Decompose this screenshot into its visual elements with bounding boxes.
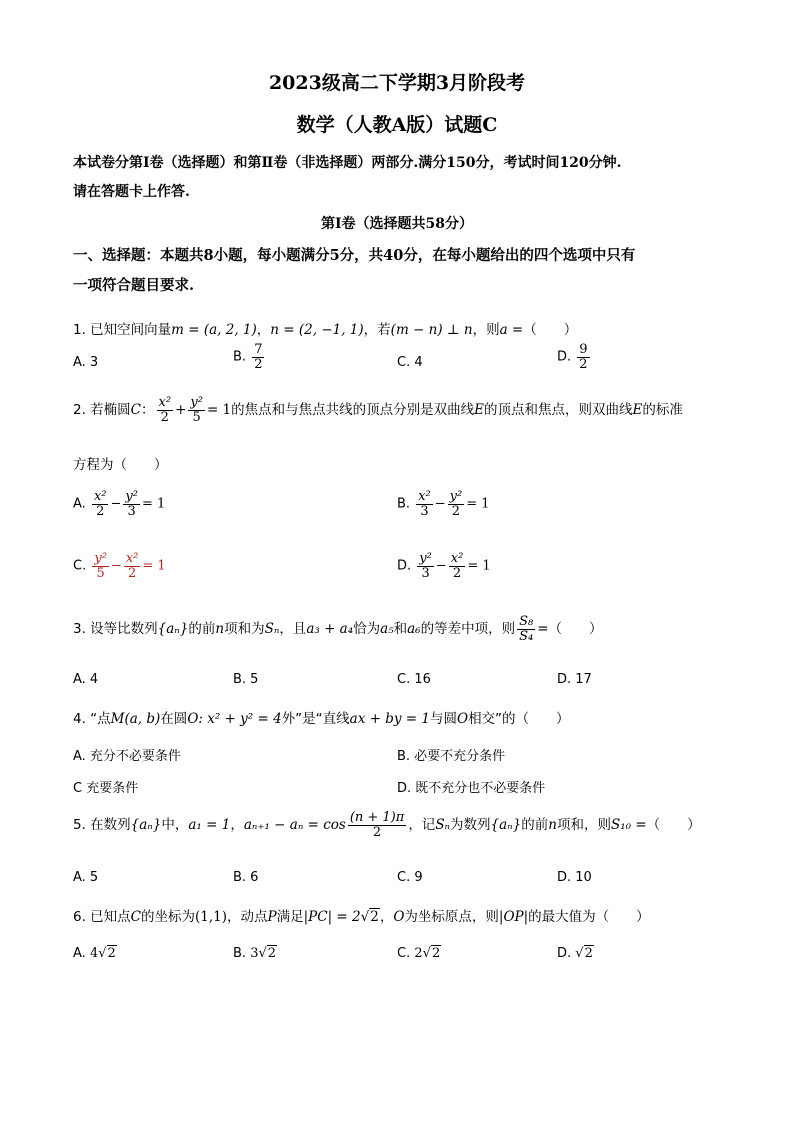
q1-vector-m: m = (a, 2, 1) — [171, 322, 257, 338]
exam-title: 2023级高二下学期3月阶段考 — [268, 72, 526, 94]
q3-option-c: C. 16 — [397, 672, 431, 687]
question-4-stem: 4. “点M(a, b)在圆O: x² + y² = 4外”是“直线ax + by = 1与圆O相交”的（ ） — [73, 711, 570, 727]
instructions-line-1: 本试卷分第Ⅰ卷（选择题）和第Ⅱ卷（非选择题）两部分.满分150分，考试时间120分钟. — [73, 155, 622, 171]
question-6-stem: 6. 已知点C的坐标为(1,1)，动点P满足|PC| = 2√2，O为坐标原点，则|OP|的最大值为（ ） — [73, 909, 650, 925]
q6-option-d: D. √2 — [557, 946, 593, 961]
q2-option-c: C. $\frac{\text{y²}}{5}$ − $\frac{\text{x²}}{2}$ = 1 — [73, 551, 166, 581]
q1-condition: (m − n) ⊥ n — [390, 322, 473, 338]
q3-option-a: A. 4 — [73, 672, 99, 687]
q5-option-b: B. 6 — [233, 870, 259, 885]
q5-option-d: D. 10 — [557, 870, 592, 885]
q1-option-c: C. 4 — [397, 355, 423, 370]
q1-text-c: ，则 — [472, 322, 500, 338]
section-title: 第Ⅰ卷（选择题共58分） — [320, 216, 474, 232]
q6-option-b: B. 3√2 — [233, 946, 277, 961]
instructions-line-2: 请在答题卡上作答. — [73, 184, 190, 200]
q3-option-b: B. 5 — [233, 672, 259, 687]
q1-text-a: 1. 已知空间向量 — [73, 322, 172, 338]
q1-text-b: ，若 — [363, 322, 391, 338]
q2-option-a: A. $\frac{\text{x²}}{2}$ − $\frac{\text{y²}}{3}$ = 1 — [73, 489, 166, 519]
q5-cos-argument: $\frac{(n + 1)\pi}{2}$ — [349, 810, 405, 840]
question-3-stem: 3. 设等比数列{aₙ}的前n项和为Sₙ，且a₃ + a₄恰为a₅和a₆的等差中项，则 $\frac{\text{S₈}}{\text{S₄}}$ =（ ） — [73, 614, 603, 644]
question-2-stem: 2. 若椭圆C： $\frac{\text{x²}}{2}$ + $\frac{\text{y²}}{5}$ = 1的焦点和与焦点共线的顶点分别是双曲线E的顶点和焦点，则双曲线E的标准 — [73, 395, 683, 425]
q1-option-d-fraction: $\frac{9}{2}$ — [579, 342, 588, 372]
q6-option-a: A. 4√2 — [73, 946, 116, 961]
q1-option-b: B. $\frac{7}{2}$ — [233, 342, 263, 372]
q3-option-d: D. 17 — [557, 672, 592, 687]
question-1-stem — [73, 318, 577, 338]
exam-subtitle: 数学（人教A版）试题C — [296, 114, 498, 136]
q6-sqrt: √2 — [360, 909, 379, 925]
q4-option-b: B. 必要不充分条件 — [397, 749, 506, 764]
q4-option-d: D. 既不充分也不必要条件 — [397, 781, 546, 796]
q5-option-a: A. 5 — [73, 870, 99, 885]
q4-option-a: A. 充分不必要条件 — [73, 749, 181, 764]
part-heading-line-1: 一、选择题：本题共8小题，每小题满分5分，共40分，在每小题给出的四个选项中只有 — [73, 247, 636, 264]
q1-option-b-fraction: $\frac{7}{2}$ — [254, 342, 263, 372]
q2-option-b: B. $\frac{\text{x²}}{3}$ − $\frac{\text{y²}}{2}$ = 1 — [397, 489, 490, 519]
q5-option-c: C. 9 — [397, 870, 423, 885]
question-5-stem: 5. 在数列{aₙ}中，a₁ = 1，aₙ₊₁ − aₙ = cos $\frac{(n + 1)\pi}{2}$ ，记Sₙ为数列{aₙ}的前n项和，则S₁₀ =（ ） — [73, 810, 701, 840]
q2-ellipse-term-y: $\frac{\text{y²}}{5}$ — [190, 395, 203, 425]
question-2-stem-line-2: 方程为（ ） — [73, 457, 168, 473]
q6-option-c: C. 2√2 — [397, 946, 441, 961]
q3-ratio-fraction: $\frac{\text{S₈}}{\text{S₄}}$ — [519, 614, 534, 644]
q1-ask: a = — [499, 322, 524, 338]
part-heading-line-2: 一项符合题目要求. — [73, 277, 195, 294]
q1-comma: ， — [256, 322, 271, 338]
q1-option-d: D. $\frac{9}{2}$ — [557, 342, 588, 372]
q1-paren: （ ） — [523, 322, 578, 338]
q2-option-d: D. $\frac{\text{y²}}{3}$ − $\frac{\text{x²}}{2}$ = 1 — [397, 551, 491, 581]
q1-option-a: A. 3 — [73, 355, 99, 370]
q1-vector-n: n = (2, −1, 1) — [270, 322, 364, 338]
q2-ellipse-term-x: $\frac{\text{x²}}{2}$ — [158, 395, 172, 425]
q4-option-c: C 充要条件 — [73, 781, 139, 796]
